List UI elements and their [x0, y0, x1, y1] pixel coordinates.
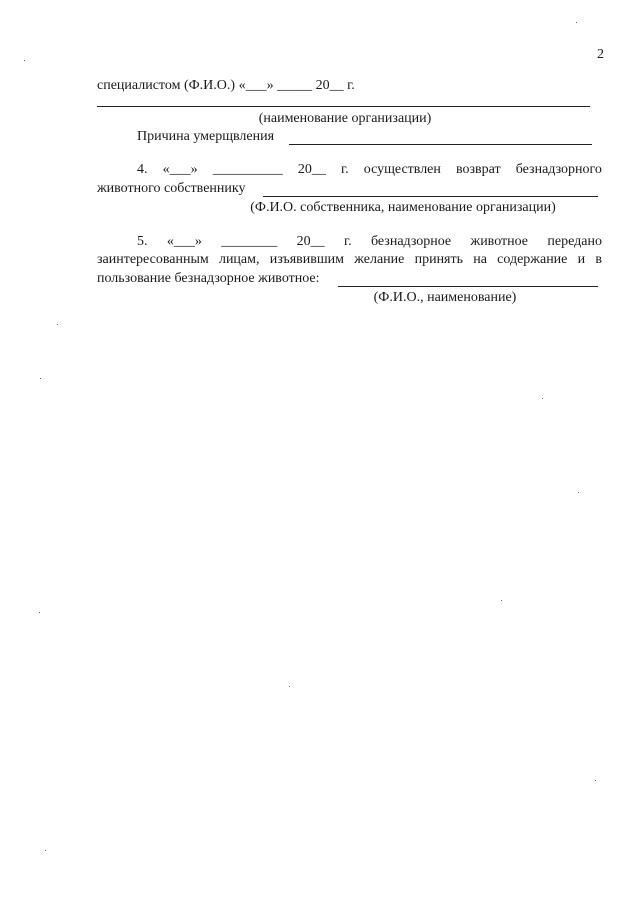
- item5-word: в: [595, 252, 602, 267]
- item4-line1: [137, 162, 602, 178]
- item5-word: на: [473, 252, 487, 267]
- item4-word: г.: [340, 162, 349, 177]
- item5-word: г.: [343, 234, 352, 249]
- scan-speck: [595, 780, 596, 781]
- scan-speck: [578, 492, 579, 493]
- item4-word: безнадзорного: [515, 162, 602, 177]
- item5-word: содержание: [497, 252, 568, 267]
- page-number: 2: [597, 47, 604, 62]
- item5-word: заинтересованным: [97, 252, 209, 267]
- reason-label: Причина умерщвления: [137, 129, 275, 144]
- item5-word: и: [577, 252, 586, 267]
- owner-blank-line: [263, 196, 598, 197]
- item4-word: 20__: [297, 162, 326, 177]
- item5-line1: [137, 234, 602, 250]
- item5-word: животное: [470, 234, 529, 249]
- specialist-line: специалистом (Ф.И.О.) «___» _____ 20__ г.: [97, 78, 355, 93]
- recipient-blank-line: [338, 286, 598, 287]
- item5-word: ________: [221, 234, 278, 249]
- item5-word: лицам,: [218, 252, 260, 267]
- item5-word: изъявившим: [269, 252, 345, 267]
- scan-speck: [501, 600, 502, 601]
- item4-word: 4.: [137, 162, 148, 177]
- item5-word: желание: [354, 252, 405, 267]
- item5-use-label: пользование безнадзорное животное:: [97, 271, 320, 286]
- item4-word: возврат: [456, 162, 501, 177]
- item5-line2: [97, 252, 602, 268]
- item5-word: принять: [414, 252, 463, 267]
- item5-word: «___»: [166, 234, 202, 249]
- item4-word: осуществлен: [363, 162, 441, 177]
- scan-speck: [39, 612, 40, 613]
- item5-word: 20__: [296, 234, 325, 249]
- organization-caption: (наименование организации): [258, 111, 432, 126]
- item5-word: безнадзорное: [370, 234, 452, 249]
- item5-word: передано: [547, 234, 602, 249]
- reason-blank-line: [289, 144, 592, 145]
- scan-speck: [24, 60, 25, 61]
- scan-speck: [57, 324, 58, 325]
- scan-speck: [289, 686, 290, 687]
- item4-word: __________: [212, 162, 283, 177]
- scan-speck: [576, 22, 577, 23]
- organization-blank-line: [97, 106, 590, 107]
- scan-speck: [45, 850, 46, 851]
- owner-caption: (Ф.И.О. собственника, наименование организации): [250, 200, 556, 215]
- item5-word: 5.: [137, 234, 148, 249]
- item4-owner-label: животного собственнику: [97, 181, 246, 196]
- scan-speck: [542, 398, 543, 399]
- item4-word: «___»: [162, 162, 198, 177]
- recipient-caption: (Ф.И.О., наименование): [373, 290, 517, 305]
- scan-speck: [40, 378, 41, 379]
